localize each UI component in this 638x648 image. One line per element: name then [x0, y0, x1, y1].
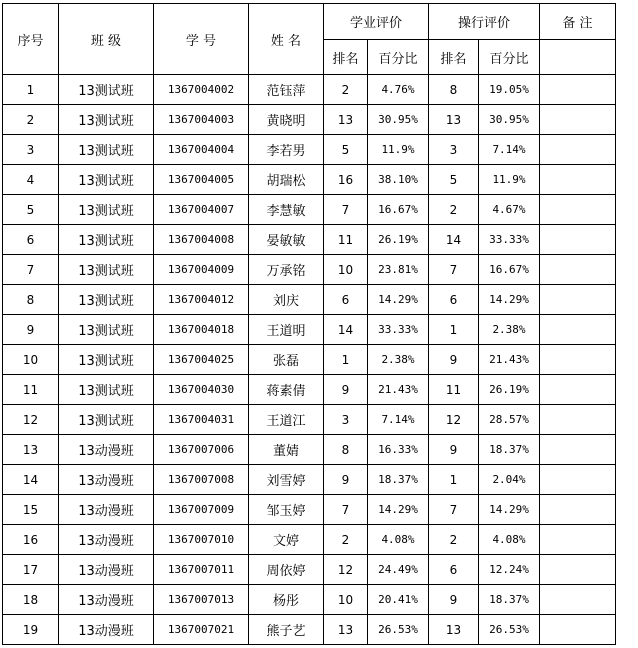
table-row — [3, 525, 618, 555]
cell-name: 蒋素倩 — [249, 375, 324, 405]
cell-student-id: 1367007013 — [154, 585, 249, 615]
cell-academic-percent: 26.19% — [368, 225, 429, 255]
table-row — [3, 75, 618, 105]
cell-conduct-percent: 7.14% — [479, 135, 540, 165]
cell-name: 刘庆 — [249, 285, 324, 315]
cell-seq: 11 — [3, 375, 59, 405]
cell-academic-percent: 7.14% — [368, 405, 429, 435]
cell-academic-rank: 7 — [324, 195, 368, 225]
cell-class: 13动漫班 — [59, 585, 154, 615]
cell-class: 13测试班 — [59, 195, 154, 225]
cell-conduct-rank: 9 — [429, 585, 479, 615]
cell-class: 13测试班 — [59, 405, 154, 435]
cell-name: 王道江 — [249, 405, 324, 435]
cell-remark — [540, 195, 616, 225]
table-row — [3, 135, 618, 165]
cell-name: 胡瑞松 — [249, 165, 324, 195]
cell-academic-rank: 10 — [324, 585, 368, 615]
cell-academic-percent: 33.33% — [368, 315, 429, 345]
cell-conduct-rank: 2 — [429, 525, 479, 555]
cell-name: 董婧 — [249, 435, 324, 465]
cell-class: 13测试班 — [59, 255, 154, 285]
cell-student-id: 1367007008 — [154, 465, 249, 495]
cell-student-id: 1367004002 — [154, 75, 249, 105]
cell-seq: 7 — [3, 255, 59, 285]
header-name: 姓 名 — [249, 4, 324, 75]
cell-conduct-rank: 9 — [429, 345, 479, 375]
cell-remark — [540, 285, 616, 315]
table-row — [3, 315, 618, 345]
cell-conduct-percent: 11.9% — [479, 165, 540, 195]
cell-academic-rank: 2 — [324, 75, 368, 105]
cell-conduct-percent: 26.19% — [479, 375, 540, 405]
cell-academic-rank: 7 — [324, 495, 368, 525]
cell-student-id: 1367007021 — [154, 615, 249, 645]
cell-name: 黄晓明 — [249, 105, 324, 135]
cell-conduct-rank: 7 — [429, 495, 479, 525]
cell-class: 13测试班 — [59, 315, 154, 345]
cell-student-id: 1367007011 — [154, 555, 249, 585]
cell-seq: 17 — [3, 555, 59, 585]
cell-conduct-percent: 19.05% — [479, 75, 540, 105]
cell-academic-rank: 9 — [324, 465, 368, 495]
table-row — [3, 555, 618, 585]
cell-name: 刘雪婷 — [249, 465, 324, 495]
table-row — [3, 495, 618, 525]
cell-academic-rank: 14 — [324, 315, 368, 345]
header-academic-rank: 排名 — [324, 40, 368, 75]
cell-conduct-rank: 2 — [429, 195, 479, 225]
cell-academic-percent: 14.29% — [368, 285, 429, 315]
cell-remark — [540, 345, 616, 375]
cell-student-id: 1367004008 — [154, 225, 249, 255]
cell-remark — [540, 375, 616, 405]
cell-remark — [540, 615, 616, 645]
cell-academic-rank: 11 — [324, 225, 368, 255]
cell-remark — [540, 495, 616, 525]
cell-name: 文婷 — [249, 525, 324, 555]
cell-class: 13测试班 — [59, 135, 154, 165]
cell-academic-percent: 16.67% — [368, 195, 429, 225]
cell-seq: 5 — [3, 195, 59, 225]
cell-conduct-percent: 30.95% — [479, 105, 540, 135]
cell-seq: 8 — [3, 285, 59, 315]
cell-conduct-rank: 6 — [429, 285, 479, 315]
cell-academic-percent: 24.49% — [368, 555, 429, 585]
cell-name: 张磊 — [249, 345, 324, 375]
cell-conduct-percent: 33.33% — [479, 225, 540, 255]
cell-academic-rank: 12 — [324, 555, 368, 585]
cell-conduct-rank: 6 — [429, 555, 479, 585]
cell-student-id: 1367004030 — [154, 375, 249, 405]
cell-conduct-rank: 13 — [429, 105, 479, 135]
table-row — [3, 435, 618, 465]
cell-conduct-percent: 18.37% — [479, 585, 540, 615]
cell-conduct-percent: 14.29% — [479, 285, 540, 315]
cell-student-id: 1367004025 — [154, 345, 249, 375]
cell-seq: 19 — [3, 615, 59, 645]
cell-academic-percent: 38.10% — [368, 165, 429, 195]
cell-academic-percent: 2.38% — [368, 345, 429, 375]
table-row — [3, 105, 618, 135]
cell-conduct-percent: 28.57% — [479, 405, 540, 435]
cell-student-id: 1367004007 — [154, 195, 249, 225]
table-row — [3, 345, 618, 375]
cell-academic-percent: 20.41% — [368, 585, 429, 615]
cell-seq: 18 — [3, 585, 59, 615]
cell-conduct-percent: 2.04% — [479, 465, 540, 495]
cell-name: 范钰萍 — [249, 75, 324, 105]
table-row — [3, 255, 618, 285]
cell-academic-rank: 1 — [324, 345, 368, 375]
cell-name: 李若男 — [249, 135, 324, 165]
cell-academic-percent: 18.37% — [368, 465, 429, 495]
cell-seq: 9 — [3, 315, 59, 345]
cell-name: 周依婷 — [249, 555, 324, 585]
cell-class: 13动漫班 — [59, 525, 154, 555]
cell-academic-rank: 16 — [324, 165, 368, 195]
evaluation-table — [2, 3, 618, 645]
cell-seq: 4 — [3, 165, 59, 195]
cell-class: 13动漫班 — [59, 435, 154, 465]
cell-remark — [540, 255, 616, 285]
cell-name: 熊子艺 — [249, 615, 324, 645]
cell-name: 晏敏敏 — [249, 225, 324, 255]
table-row — [3, 375, 618, 405]
cell-conduct-rank: 8 — [429, 75, 479, 105]
cell-seq: 13 — [3, 435, 59, 465]
cell-conduct-rank: 3 — [429, 135, 479, 165]
cell-remark — [540, 465, 616, 495]
cell-academic-percent: 16.33% — [368, 435, 429, 465]
cell-class: 13动漫班 — [59, 465, 154, 495]
table-row — [3, 195, 618, 225]
cell-class: 13测试班 — [59, 375, 154, 405]
cell-class: 13测试班 — [59, 225, 154, 255]
table-row — [3, 465, 618, 495]
cell-name: 杨彤 — [249, 585, 324, 615]
cell-academic-rank: 9 — [324, 375, 368, 405]
cell-academic-rank: 8 — [324, 435, 368, 465]
cell-student-id: 1367004009 — [154, 255, 249, 285]
cell-remark — [540, 315, 616, 345]
cell-remark — [540, 105, 616, 135]
cell-conduct-percent: 14.29% — [479, 495, 540, 525]
cell-conduct-rank: 1 — [429, 465, 479, 495]
cell-academic-rank: 13 — [324, 615, 368, 645]
cell-remark — [540, 75, 616, 105]
header-remark-blank — [540, 40, 616, 75]
cell-conduct-percent: 12.24% — [479, 555, 540, 585]
cell-class: 13测试班 — [59, 285, 154, 315]
cell-academic-rank: 3 — [324, 405, 368, 435]
cell-conduct-percent: 4.08% — [479, 525, 540, 555]
cell-conduct-rank: 1 — [429, 315, 479, 345]
cell-student-id: 1367004004 — [154, 135, 249, 165]
cell-student-id: 1367007006 — [154, 435, 249, 465]
cell-academic-percent: 4.08% — [368, 525, 429, 555]
cell-conduct-percent: 2.38% — [479, 315, 540, 345]
cell-student-id: 1367007009 — [154, 495, 249, 525]
cell-class: 13动漫班 — [59, 615, 154, 645]
table-header — [3, 4, 618, 75]
header-conduct: 操行评价 — [429, 4, 540, 40]
cell-seq: 2 — [3, 105, 59, 135]
header-remark: 备 注 — [540, 4, 616, 40]
cell-seq: 10 — [3, 345, 59, 375]
cell-conduct-rank: 5 — [429, 165, 479, 195]
cell-name: 王道明 — [249, 315, 324, 345]
cell-name: 邹玉婷 — [249, 495, 324, 525]
cell-conduct-rank: 12 — [429, 405, 479, 435]
cell-remark — [540, 525, 616, 555]
header-conduct-rank: 排名 — [429, 40, 479, 75]
cell-remark — [540, 555, 616, 585]
cell-seq: 12 — [3, 405, 59, 435]
cell-conduct-percent: 21.43% — [479, 345, 540, 375]
cell-academic-percent: 26.53% — [368, 615, 429, 645]
cell-academic-percent: 21.43% — [368, 375, 429, 405]
cell-student-id: 1367004005 — [154, 165, 249, 195]
cell-seq: 14 — [3, 465, 59, 495]
table-row — [3, 165, 618, 195]
cell-student-id: 1367007010 — [154, 525, 249, 555]
cell-name: 李慧敏 — [249, 195, 324, 225]
cell-academic-rank: 5 — [324, 135, 368, 165]
cell-student-id: 1367004012 — [154, 285, 249, 315]
header-seq: 序号 — [3, 4, 59, 75]
cell-conduct-rank: 13 — [429, 615, 479, 645]
cell-conduct-percent: 16.67% — [479, 255, 540, 285]
cell-seq: 16 — [3, 525, 59, 555]
cell-class: 13动漫班 — [59, 555, 154, 585]
cell-student-id: 1367004031 — [154, 405, 249, 435]
table-row — [3, 585, 618, 615]
cell-academic-rank: 6 — [324, 285, 368, 315]
header-academic-percent: 百分比 — [368, 40, 429, 75]
cell-class: 13测试班 — [59, 75, 154, 105]
cell-conduct-rank: 11 — [429, 375, 479, 405]
table-body — [3, 75, 618, 645]
cell-class: 13测试班 — [59, 105, 154, 135]
cell-conduct-rank: 9 — [429, 435, 479, 465]
cell-seq: 1 — [3, 75, 59, 105]
header-class: 班 级 — [59, 4, 154, 75]
cell-academic-percent: 30.95% — [368, 105, 429, 135]
cell-remark — [540, 165, 616, 195]
cell-academic-percent: 23.81% — [368, 255, 429, 285]
table-row — [3, 225, 618, 255]
cell-academic-percent: 11.9% — [368, 135, 429, 165]
cell-academic-percent: 4.76% — [368, 75, 429, 105]
cell-remark — [540, 585, 616, 615]
cell-seq: 6 — [3, 225, 59, 255]
cell-conduct-percent: 26.53% — [479, 615, 540, 645]
header-academic: 学业评价 — [324, 4, 429, 40]
table-row — [3, 615, 618, 645]
cell-class: 13动漫班 — [59, 495, 154, 525]
cell-academic-rank: 13 — [324, 105, 368, 135]
header-conduct-percent: 百分比 — [479, 40, 540, 75]
cell-academic-rank: 2 — [324, 525, 368, 555]
header-student-id: 学 号 — [154, 4, 249, 75]
cell-student-id: 1367004003 — [154, 105, 249, 135]
cell-conduct-percent: 18.37% — [479, 435, 540, 465]
table-row — [3, 405, 618, 435]
cell-remark — [540, 135, 616, 165]
cell-class: 13测试班 — [59, 345, 154, 375]
cell-remark — [540, 405, 616, 435]
cell-remark — [540, 435, 616, 465]
cell-academic-rank: 10 — [324, 255, 368, 285]
cell-student-id: 1367004018 — [154, 315, 249, 345]
cell-name: 万承铭 — [249, 255, 324, 285]
cell-conduct-rank: 14 — [429, 225, 479, 255]
cell-seq: 15 — [3, 495, 59, 525]
cell-class: 13测试班 — [59, 165, 154, 195]
table-row — [3, 285, 618, 315]
cell-remark — [540, 225, 616, 255]
cell-conduct-rank: 7 — [429, 255, 479, 285]
cell-academic-percent: 14.29% — [368, 495, 429, 525]
cell-seq: 3 — [3, 135, 59, 165]
cell-conduct-percent: 4.67% — [479, 195, 540, 225]
